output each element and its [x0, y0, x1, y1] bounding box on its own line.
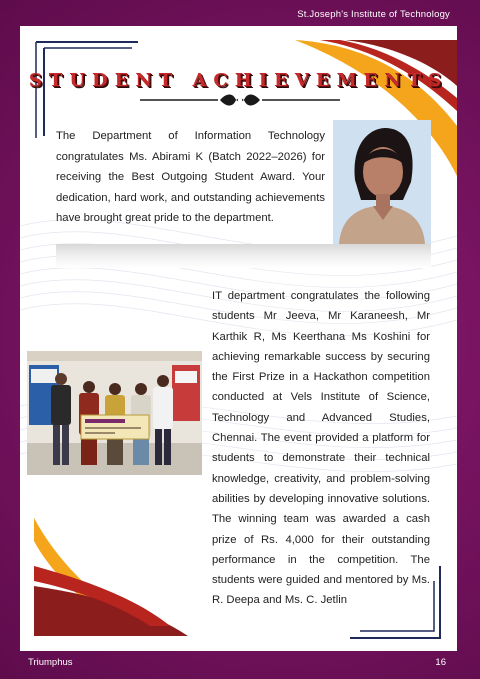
footer-page-number: 16 [435, 657, 446, 668]
footer-magazine-name: Triumphus [28, 657, 73, 668]
hackathon-team-photo [27, 351, 202, 475]
achievement-paragraph-2: IT department congratulates the following students Mr Jeeva, Mr Karaneesh, Mr Karthik R, Ms Keerthana Ms Koshini for achieving remarkable success by securing the First Prize in a Hackathon competition conducted at Vels Institute of Science, Technology and Advanced Studies, Chennai. The event provided a platform for students to demonstrate their technical knowledge, creativity, and problem-solving abilities by developing innovative solutions. The winning team was awarded a cash prize of Rs. 4,000 for their outstanding performance in the competition. The students were guided and mentored by Ms. R. Deepa and Ms. C. Jetlin [212, 290, 430, 607]
achievement-paragraph-1: The Department of Information Technology congratulates Ms. Abirami K (Batch 2022–2026) for receiving the Best Outgoing Student Award. Your dedication, hard work, and outstanding achievements have brought great pride to the department. [56, 130, 325, 224]
content-card [20, 26, 457, 651]
divider-shadow [56, 244, 431, 268]
student-portrait-photo [333, 120, 431, 244]
page-title: STUDENT ACHIEVEMENTS [28, 70, 449, 91]
title-ornament-icon [140, 92, 340, 108]
institution-name: St.Joseph's Institute of Technology [297, 9, 450, 20]
